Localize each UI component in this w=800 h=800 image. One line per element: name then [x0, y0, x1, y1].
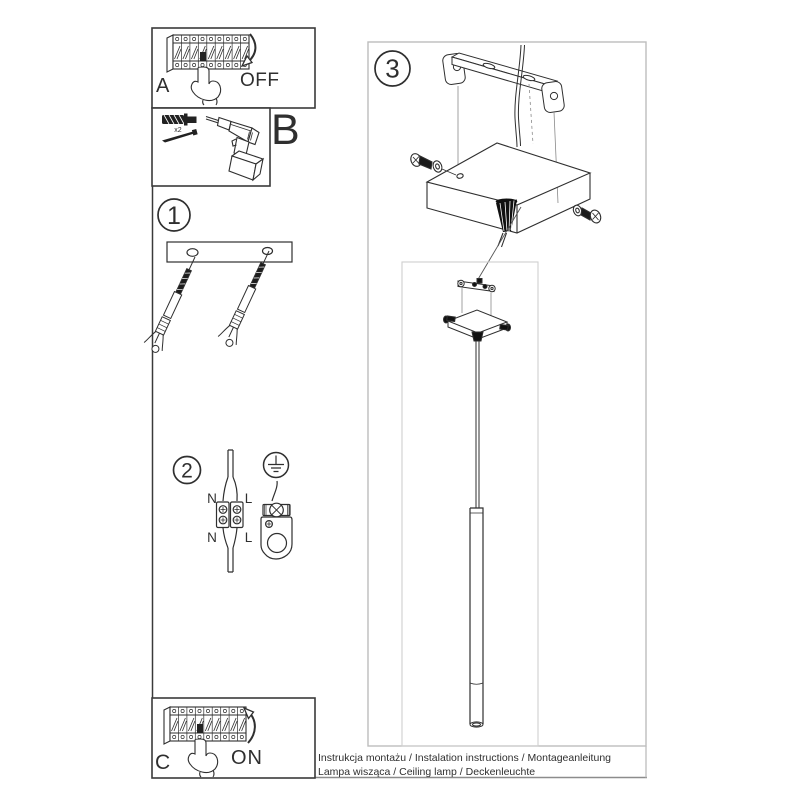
screw-plug-left-icon: [142, 253, 204, 355]
step-1: [142, 199, 292, 355]
wire-label-n-bottom: N: [207, 530, 217, 545]
panel-a-action: OFF: [240, 70, 280, 91]
panel-b: [152, 108, 270, 186]
wire-label-l-bottom: L: [244, 530, 253, 545]
step-3-number: 3: [385, 53, 400, 84]
ground-clamp-icon: [261, 481, 292, 559]
terminal-block-icon: [217, 502, 244, 528]
mounting-rail-icon: [167, 242, 292, 262]
earth-symbol-icon: [264, 453, 289, 478]
step-3: [368, 42, 646, 746]
wire-label-l-top: L: [244, 491, 253, 506]
step-1-number: 1: [167, 202, 181, 230]
step-2-number: 2: [181, 459, 193, 483]
panel-a: [152, 28, 315, 108]
footer-line-1: Instrukcja montażu / Instalation instructions / Montageanleitung: [318, 752, 611, 764]
panel-b-quantity: x2: [174, 127, 182, 134]
panel-a-label: A: [156, 75, 170, 97]
panel-c-action: ON: [231, 747, 263, 769]
panel-c-label: C: [155, 751, 171, 774]
panel-b-label: B: [271, 106, 300, 154]
footer-line-2: Lampa wisząca / Ceiling lamp / Deckenleuchte: [318, 766, 536, 778]
wire-label-n-top: N: [207, 491, 217, 506]
